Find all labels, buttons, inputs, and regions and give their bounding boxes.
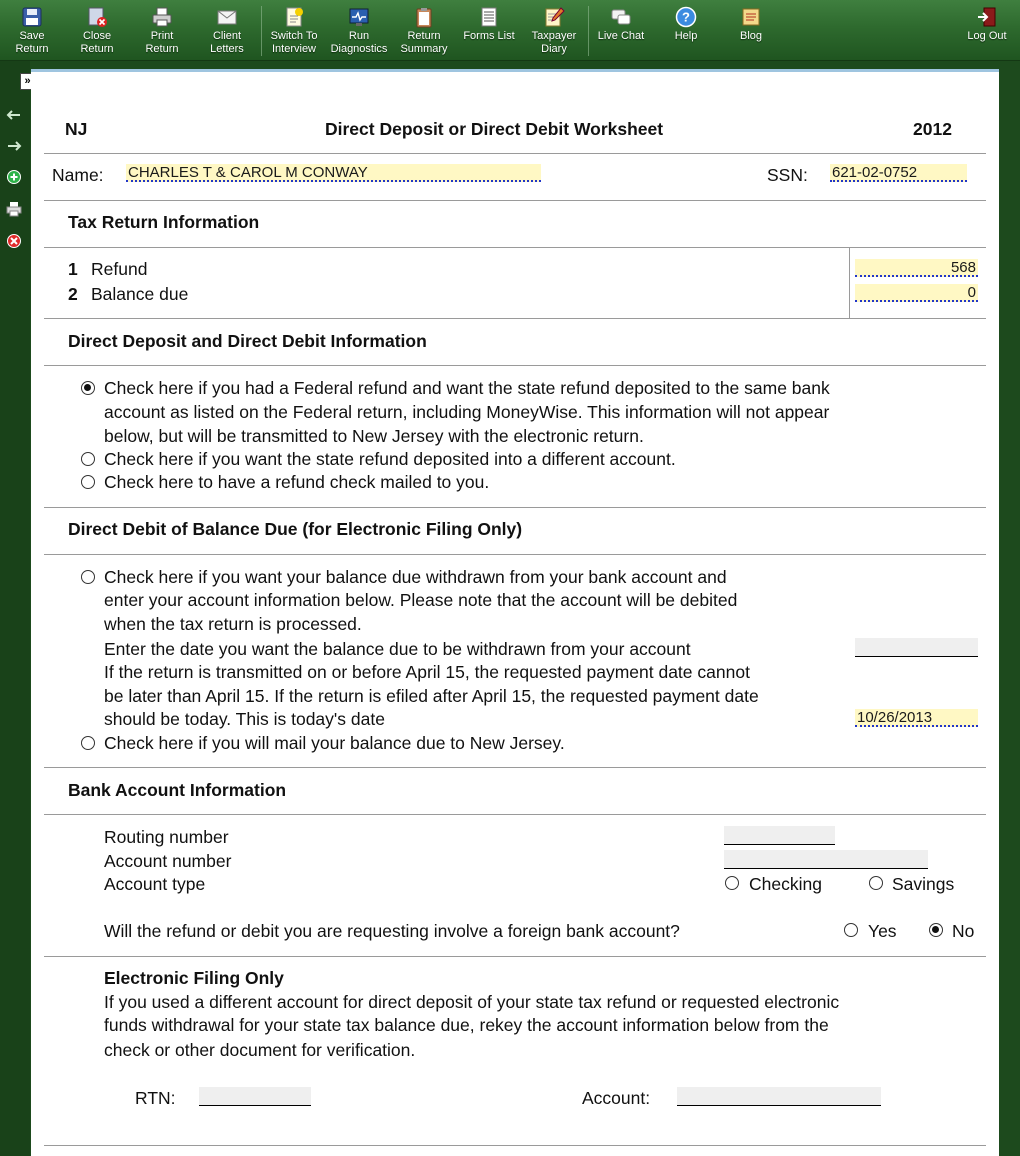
balance-due-field[interactable]: 0 [855, 284, 978, 302]
add-circle-icon[interactable] [6, 169, 22, 185]
column-divider [849, 247, 850, 318]
routing-number-label: Routing number [104, 827, 229, 847]
deposit-info-heading: Direct Deposit and Direct Debit Information [68, 331, 427, 351]
divider [44, 365, 986, 366]
forms-list-button[interactable] [457, 4, 521, 58]
taxpayer-diary-label: Taxpayer Diary [531, 30, 577, 55]
floppy-disk-icon [21, 6, 43, 28]
blog-scroll-icon [740, 6, 762, 28]
divider [44, 554, 986, 555]
divider [44, 814, 986, 815]
switch-to-interview-button[interactable] [262, 4, 326, 58]
routing-number-field[interactable] [724, 826, 835, 845]
client-letters-label: Client Letters [210, 30, 244, 55]
debit-option-1-line-5: If the return is transmitted on or before April 15, the requested payment date cannot [104, 662, 750, 682]
debit-option-1-line-3: when the tax return is processed. [104, 614, 362, 634]
same-federal-account-radio[interactable] [81, 381, 95, 395]
print-return-button[interactable] [130, 4, 194, 58]
mail-balance-radio[interactable] [81, 736, 95, 750]
ssn-label: SSN: [767, 165, 808, 185]
forms-list-label: Forms List [463, 30, 515, 42]
foreign-account-question: Will the refund or debit you are requesting involve a foreign bank account? [104, 921, 680, 941]
deposit-option-2: Check here if you want the state refund deposited into a different account. [104, 449, 676, 469]
yes-label: Yes [868, 921, 897, 941]
debit-info-heading: Direct Debit of Balance Due (for Electronic Filing Only) [68, 519, 523, 539]
debit-option-2: Check here if you will mail your balance due to New Jersey. [104, 733, 565, 753]
state-code: NJ [65, 119, 88, 139]
different-account-radio[interactable] [81, 452, 95, 466]
todays-date-field[interactable]: 10/26/2013 [855, 709, 978, 727]
log-out-door-icon [976, 6, 998, 28]
blog-button[interactable] [719, 4, 783, 58]
close-return-label: Close Return [80, 30, 114, 55]
log-out-button[interactable] [955, 4, 1019, 58]
savings-radio[interactable] [869, 876, 883, 890]
switch-to-interview-label: Switch To Interview [270, 30, 318, 55]
close-return-button[interactable] [65, 4, 129, 58]
account-type-label: Account type [104, 874, 206, 894]
envelope-icon [216, 6, 238, 28]
balance-due-label: Balance due [91, 284, 189, 304]
foreign-no-radio[interactable] [929, 923, 943, 937]
divider [44, 507, 986, 508]
efile-line-3: check or other document for verification. [104, 1040, 416, 1060]
rtn-label: RTN: [135, 1088, 176, 1108]
print-icon[interactable] [6, 201, 22, 217]
clipboard-icon [413, 6, 435, 28]
debit-option-1-line-2: enter your account information below. Please note that the account will be debited [104, 590, 738, 610]
savings-label: Savings [892, 874, 955, 894]
arrow-right-icon[interactable] [6, 138, 22, 154]
debit-option-1-line-1: Check here if you want your balance due withdrawn from your bank account and [104, 567, 727, 587]
refund-label: Refund [91, 259, 148, 279]
mail-check-radio[interactable] [81, 475, 95, 489]
switch-interview-icon [283, 6, 305, 28]
save-return-button[interactable] [0, 4, 64, 58]
divider [44, 200, 986, 201]
taxpayer-name-field[interactable]: CHARLES T & CAROL M CONWAY [126, 164, 541, 182]
return-summary-label: Return Summary [400, 30, 448, 55]
page-title: Direct Deposit or Direct Debit Worksheet [325, 119, 664, 139]
account-verify-label: Account: [582, 1088, 651, 1108]
divider [44, 318, 986, 319]
debit-option-1-line-7: should be today. This is today's date [104, 709, 385, 729]
tax-return-info-heading: Tax Return Information [68, 212, 260, 232]
save-return-label: Save Return [15, 30, 49, 55]
deposit-option-1-line-2: account as listed on the Federal return, including MoneyWise. This information will not appear [104, 402, 830, 422]
refund-field[interactable]: 568 [855, 259, 978, 277]
withdrawal-date-field[interactable] [855, 638, 978, 657]
live-chat-label: Live Chat [597, 30, 645, 42]
help-label: Help [674, 30, 698, 42]
debit-option-1-line-4: Enter the date you want the balance due to be withdrawn from your account [104, 639, 691, 659]
name-label: Name: [52, 165, 104, 185]
account-verify-field[interactable] [677, 1087, 881, 1106]
printer-icon [151, 6, 173, 28]
print-return-label: Print Return [145, 30, 179, 55]
close-document-icon [86, 6, 108, 28]
no-label: No [952, 921, 975, 941]
bank-info-heading: Bank Account Information [68, 780, 287, 800]
run-diagnostics-button[interactable] [327, 4, 391, 58]
line-2-number: 2 [68, 284, 78, 304]
foreign-yes-radio[interactable] [844, 923, 858, 937]
divider [44, 153, 986, 154]
tax-year: 2012 [913, 119, 952, 139]
efile-heading: Electronic Filing Only [104, 968, 284, 988]
ssn-field[interactable]: 621-02-0752 [830, 164, 967, 182]
account-number-field[interactable] [724, 850, 928, 869]
main-toolbar [0, 0, 1020, 61]
diagnostics-monitor-icon [348, 6, 370, 28]
chat-bubbles-icon [610, 6, 632, 28]
blog-label: Blog [739, 30, 763, 42]
checking-label: Checking [749, 874, 822, 894]
client-letters-button[interactable] [195, 4, 259, 58]
run-diagnostics-label: Run Diagnostics [330, 30, 388, 55]
deposit-option-1-line-3: below, but will be transmitted to New Jersey with the electronic return. [104, 426, 644, 446]
svg-text:?: ? [682, 9, 690, 25]
withdraw-balance-radio[interactable] [81, 570, 95, 584]
taxpayer-diary-button[interactable] [522, 4, 586, 58]
left-rail [0, 61, 30, 1156]
checking-radio[interactable] [725, 876, 739, 890]
notebook-pen-icon [543, 6, 565, 28]
rtn-verify-field[interactable] [199, 1087, 311, 1106]
line-1-number: 1 [68, 259, 78, 279]
list-document-icon [478, 6, 500, 28]
worksheet-page [31, 69, 999, 1156]
delete-circle-icon[interactable] [6, 233, 22, 249]
live-chat-button[interactable] [589, 4, 653, 58]
account-number-label: Account number [104, 851, 232, 871]
divider [44, 767, 986, 768]
efile-line-2: funds withdrawal for your state tax balance due, rekey the account information below from the [104, 1015, 829, 1035]
log-out-label: Log Out [967, 30, 1007, 42]
help-question-icon [675, 6, 697, 28]
debit-option-1-line-6: be later than April 15. If the return is efiled after April 15, the requested payment date [104, 686, 759, 706]
return-summary-button[interactable] [392, 4, 456, 58]
deposit-option-1-line-1: Check here if you had a Federal refund and want the state refund deposited to the same bank [104, 378, 830, 398]
divider [44, 1145, 986, 1146]
efile-line-1: If you used a different account for direct deposit of your state tax refund or requested electronic [104, 992, 840, 1012]
divider [44, 956, 986, 957]
help-button[interactable] [654, 4, 718, 58]
deposit-option-3: Check here to have a refund check mailed to you. [104, 472, 490, 492]
expand-panel-button[interactable]: » [20, 73, 35, 90]
divider [44, 247, 986, 248]
arrow-left-icon[interactable] [6, 107, 22, 123]
